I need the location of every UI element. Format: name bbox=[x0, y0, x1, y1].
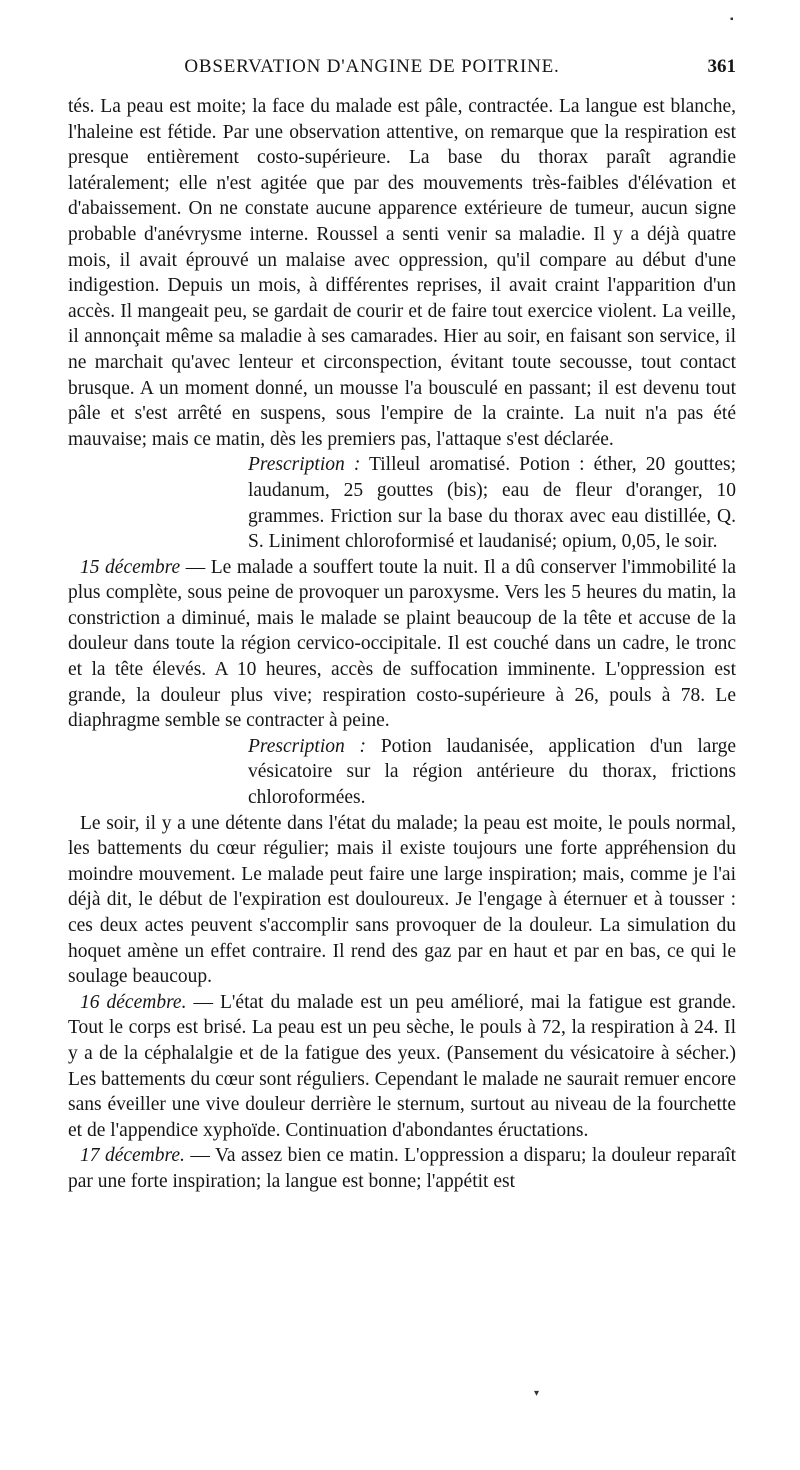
entry-16-december bbox=[68, 990, 736, 1144]
entry-date: 15 décembre bbox=[80, 556, 181, 578]
prescription-label: Prescription : bbox=[248, 454, 361, 476]
prescription-label: Prescription : bbox=[248, 735, 367, 757]
prescription-text: Potion laudanisée, application d'un large vésicatoire sur la région antérieure du thorax, frictions chloroformées. bbox=[248, 735, 737, 809]
entry-15-december bbox=[68, 555, 736, 734]
prescription-block-1 bbox=[68, 452, 736, 554]
entry-text: — Le malade a souffert toute la nuit. Il a dû conserver l'immobilité la plus complète, sous peine de provoquer un paroxysme. Vers les 5 heures du matin, la constriction a diminué, mais le malade se plaint beaucoup de la tête et accuse de la douleur dans toute la région cervico-occipitale. Il est couché dans un cadre, le tronc et la tête élevés. A 10 heures, accès de suffocation imminente. L'oppression est grande, la douleur plus vive; respiration costo-supérieure à 26, pouls à 78. Le diaphragme semble se contracter à peine. bbox=[68, 556, 737, 732]
entry-text: — L'état du malade est un peu amélioré, mai la fatigue est grande. Tout le corps est brisé. La peau est un peu sèche, le pouls à 72, la respiration à 24. Il y a de la céphalalgie et de la fatigue des yeux. (Pansement du vésicatoire à sécher.) Les battements du cœur sont réguliers. Cependant le malade ne saurait remuer encore sans éveiller une vive douleur derrière le sternum, surtout au niveau de la fourchette et de l'appendice xyphoïde. Continuation d'abondantes éructations. bbox=[68, 991, 736, 1141]
entry-date: 16 décembre. bbox=[80, 991, 187, 1013]
body-text bbox=[68, 94, 736, 1195]
paragraph-evening: Le soir, il y a une détente dans l'état du malade; la peau est moite, le pouls normal, les battements du cœur régulier; mais il existe toujours une forte appréhension du moindre mouvement. Le malade peut faire une large inspiration; mais, comme je l'ai déjà dit, le début de l'expiration est douloureux. Je l'engage à éternuer et à tousser : ces deux actes peuvent s'accomplir sans provoquer de la douleur. La simulation du hoquet amène un effet contraire. Il rend des gaz par en haut et par en bas, ce qui le soulage beaucoup. bbox=[68, 812, 736, 988]
prescription-text: Tilleul aromatisé. Potion : éther, 20 gouttes; laudanum, 25 gouttes (bis); eau de fleur d'oranger, 10 grammes. Friction sur la base du thorax avec eau distillée, Q. S. Liniment chloroformisé et laudanisé; opium, 0,05, le soir. bbox=[248, 454, 736, 553]
running-head: OBSERVATION D'ANGINE DE POITRINE. bbox=[184, 56, 560, 77]
page-header bbox=[68, 56, 736, 82]
page-number: 361 bbox=[707, 56, 736, 77]
print-speck: ▾ bbox=[534, 1388, 540, 1399]
prescription-block-2 bbox=[68, 734, 736, 811]
entry-date: 17 décembre. bbox=[80, 1145, 185, 1167]
print-speck: ▪ bbox=[730, 14, 734, 25]
paragraph-patient-state: tés. La peau est moite; la face du malade est pâle, contractée. La langue est blanche, l'haleine est fétide. Par une observation attentive, on remarque que la respiration est presque entièrement costo-supérieure. La base du thorax paraît agrandie latéralement; elle n'est agitée que par des mouvements très-faibles d'élévation et d'abaissement. On ne constate aucune apparence extérieure de tumeur, aucun signe probable d'anévrysme interne. Roussel a senti venir sa maladie. Il y a déjà quatre mois, il avait éprouvé un malaise avec oppression, qu'il compare au début d'une indigestion. Depuis un mois, à différentes reprises, il avait craint l'apparition d'un accès. Il mangeait peu, se gardait de courir et de faire tout exercice violent. La veille, il annonçait même sa maladie à ses camarades. Hier au soir, en faisant son service, il ne marchait qu'avec lenteur et circonspection, évitant toute secousse, tout contact brusque. A un moment donné, un mousse l'a bousculé en passant; il est devenu tout pâle et s'est arrêté en suspens, sous l'empire de la crainte. La nuit n'a pas été mauvaise; mais ce matin, dès les premiers pas, l'attaque s'est déclarée. bbox=[68, 96, 736, 450]
entry-17-december bbox=[68, 1143, 736, 1194]
entry-text: — Va assez bien ce matin. L'oppression a disparu; la douleur reparaît par une forte inspiration; la langue est bonne; l'appétit est bbox=[68, 1145, 737, 1192]
